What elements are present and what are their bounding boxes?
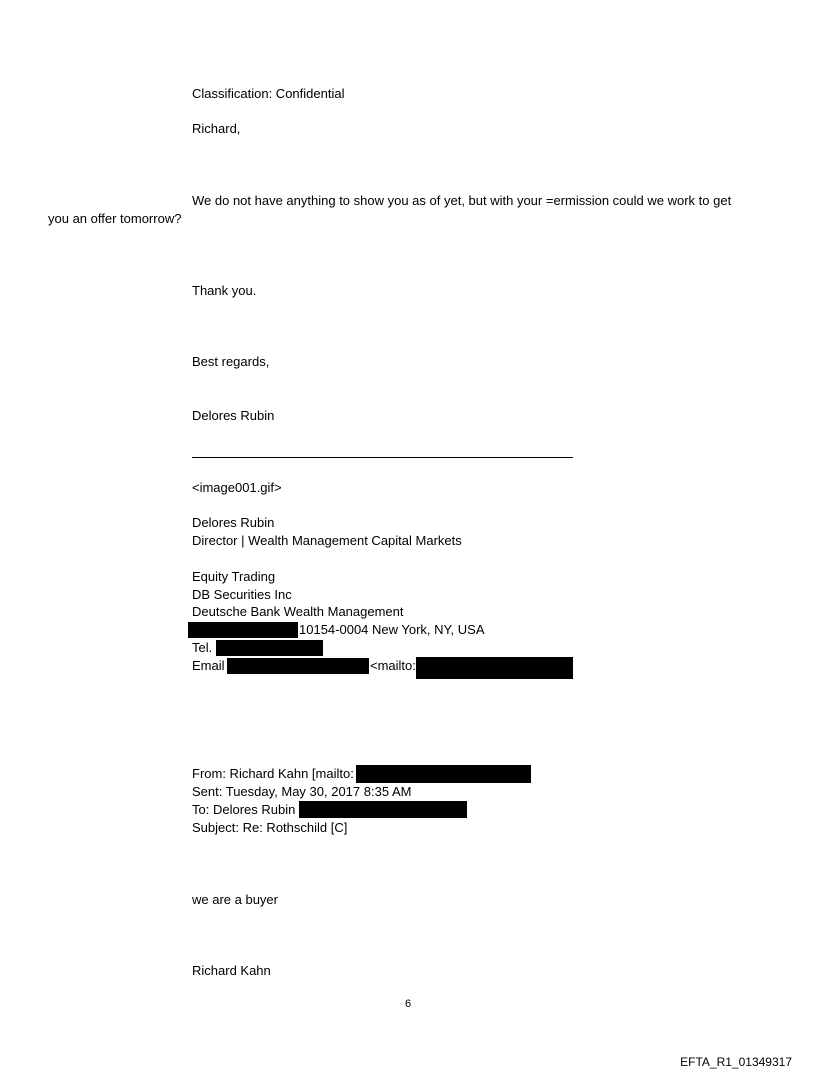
signature-name: Delores Rubin <box>192 515 275 530</box>
signature-entity: DB Securities Inc <box>192 587 292 602</box>
redaction-box <box>216 640 323 656</box>
forwarded-signoff: Richard Kahn <box>192 963 271 978</box>
forwarded-from: From: Richard Kahn [mailto: <box>192 766 354 781</box>
signature-mailto-label: <mailto: <box>370 658 416 673</box>
redaction-box <box>416 657 573 679</box>
signature-image-placeholder: <image001.gif> <box>192 480 282 495</box>
signature-address: 10154-0004 New York, NY, USA <box>299 622 485 637</box>
signature-divider <box>192 457 573 458</box>
forwarded-body: we are a buyer <box>192 892 278 907</box>
closing-line: Best regards, <box>192 354 270 369</box>
signoff-name: Delores Rubin <box>192 408 275 423</box>
classification-label: Classification: Confidential <box>192 86 345 101</box>
salutation: Richard, <box>192 121 241 136</box>
signature-email-label: Email <box>192 658 225 673</box>
signature-department: Equity Trading <box>192 569 276 584</box>
thanks-line: Thank you. <box>192 283 257 298</box>
body-line-2: you an offer tomorrow? <box>48 211 182 226</box>
forwarded-subject: Subject: Re: Rothschild [C] <box>192 820 348 835</box>
signature-title: Director | Wealth Management Capital Markets <box>192 533 462 548</box>
body-line-1: We do not have anything to show you as of yet, but with your =ermission could we work to get <box>192 193 732 208</box>
bates-number: EFTA_R1_01349317 <box>680 1055 792 1069</box>
forwarded-sent: Sent: Tuesday, May 30, 2017 8:35 AM <box>192 784 412 799</box>
forwarded-to: To: Delores Rubin <box>192 802 296 817</box>
redaction-box <box>188 622 298 638</box>
redaction-box <box>356 765 531 783</box>
redaction-box <box>299 801 467 818</box>
page-number: 6 <box>404 998 412 1010</box>
signature-tel-label: Tel. <box>192 640 213 655</box>
redaction-box <box>227 658 369 674</box>
signature-company: Deutsche Bank Wealth Management <box>192 604 404 619</box>
